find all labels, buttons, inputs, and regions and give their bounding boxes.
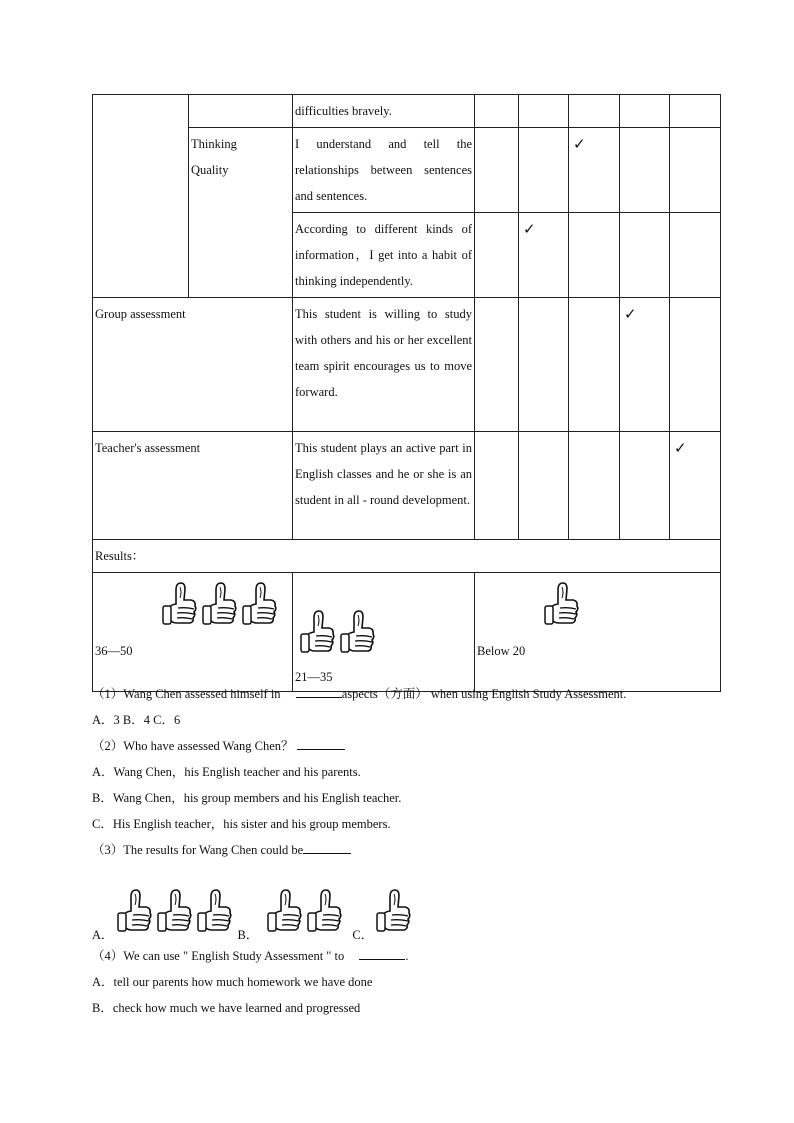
- thinking-item-1: I understand and tell the relationships between sentences and sentences.: [293, 128, 475, 213]
- thumbs-group: [161, 580, 279, 630]
- result-cell-21-35: [293, 573, 475, 692]
- result-range: 36—50: [95, 644, 133, 658]
- answer-blank[interactable]: [303, 838, 351, 854]
- thumbs-up-icon: [299, 608, 337, 658]
- question-2-option-b: B．Wang Chen，his group members and his English teacher.: [92, 791, 402, 805]
- question-4-option-b: B．check how much we have learned and progressed: [92, 1001, 361, 1015]
- thinking-label-line1: Thinking: [191, 137, 237, 151]
- thinking-item-2: According to different kinds of information，I get into a habit of thinking independently.: [293, 213, 475, 298]
- check-mark: ✓: [519, 213, 569, 298]
- question-1-prefix: （1）Wang Chen assessed himself in: [92, 687, 281, 701]
- thumbs-up-icon: [116, 887, 154, 937]
- question-1-options: A．3 B．4 C．6: [92, 713, 181, 727]
- result-range: Below 20: [477, 644, 526, 658]
- thumbs-up-icon: [306, 887, 344, 937]
- check-mark: ✓: [670, 432, 721, 540]
- thumbs-up-icon: [543, 580, 581, 630]
- answer-blank[interactable]: [296, 682, 342, 698]
- empty-cell: [189, 95, 293, 128]
- result-cell-below-20: [475, 573, 721, 692]
- thumbs-up-icon: [156, 887, 194, 937]
- check-mark: ✓: [620, 298, 670, 432]
- group-assessment-label: Group assessment: [93, 298, 293, 432]
- thumbs-group: [543, 580, 581, 630]
- thumbs-up-icon: [241, 580, 279, 630]
- thumbs-up-icon: [201, 580, 239, 630]
- question-3: [92, 837, 722, 863]
- results-label: Results：: [93, 540, 721, 573]
- difficulties-text: difficulties bravely.: [293, 95, 475, 128]
- question-2: [92, 733, 722, 759]
- question-1-suffix: aspects（方面） when using English Study Assessment.: [341, 687, 627, 701]
- question-3-prefix: （3）The results for Wang Chen could be: [92, 843, 304, 857]
- result-range: 21—35: [295, 670, 333, 684]
- option-a-thumbs: [116, 887, 234, 937]
- thumbs-group: [299, 608, 377, 658]
- question-2-option-a: A．Wang Chen，his English teacher and his parents.: [92, 765, 361, 779]
- option-a-label: A．: [92, 928, 114, 942]
- question-3-options: [92, 863, 722, 943]
- thumbs-up-icon: [196, 887, 234, 937]
- thinking-quality-label: [189, 128, 293, 298]
- question-4-option-a: A．tell our parents how much homework we have done: [92, 975, 373, 989]
- table-row: [93, 540, 721, 573]
- question-2-prefix: （2）Who have assessed Wang Chen？: [92, 739, 294, 753]
- option-b-thumbs: [266, 887, 344, 937]
- option-b-label: B．: [237, 928, 259, 942]
- table-row: [93, 95, 721, 128]
- table-row: [93, 432, 721, 540]
- question-4-prefix: （4）We can use " English Study Assessment " to: [92, 949, 345, 963]
- thumbs-up-icon: [266, 887, 304, 937]
- check-mark: ✓: [569, 128, 620, 213]
- table-row: [93, 298, 721, 432]
- table-row: [93, 573, 721, 692]
- answer-blank[interactable]: [297, 734, 345, 750]
- thumbs-up-icon: [375, 887, 413, 937]
- thumbs-up-icon: [161, 580, 199, 630]
- self-assessment-cell: [93, 95, 189, 298]
- teacher-assessment-text: This student plays an active part in English classes and he or she is an student in all - round development.: [293, 432, 475, 540]
- teacher-assessment-label: Teacher's assessment: [93, 432, 293, 540]
- question-4-suffix: .: [405, 949, 409, 963]
- questions: [92, 681, 722, 1021]
- result-cell-36-50: [93, 573, 293, 692]
- thinking-label-line2: Quality: [191, 163, 229, 177]
- assessment-table: [92, 94, 721, 692]
- option-c-thumbs: [375, 887, 413, 937]
- group-assessment-text: This student is willing to study with others and his or her excellent team spirit encourages us to move forward.: [293, 298, 475, 432]
- question-4: [92, 943, 722, 969]
- question-2-option-c: C．His English teacher，his sister and his group members.: [92, 817, 391, 831]
- question-1: [92, 681, 722, 707]
- thumbs-up-icon: [339, 608, 377, 658]
- option-c-label: C．: [352, 928, 374, 942]
- answer-blank[interactable]: [359, 944, 405, 960]
